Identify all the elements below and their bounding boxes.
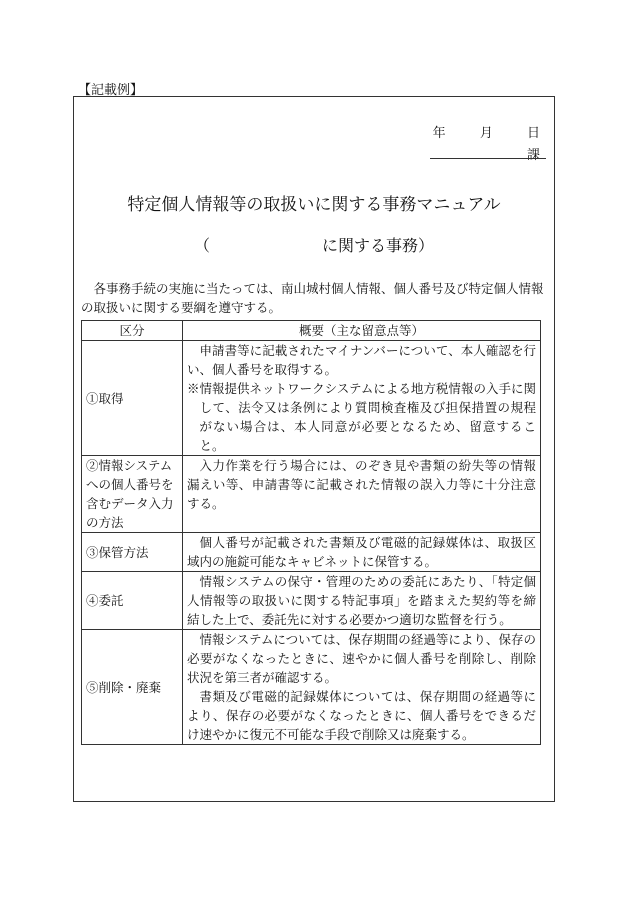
subtitle-text: に関する事務） <box>322 236 435 255</box>
table-row <box>82 341 541 456</box>
table-row <box>82 533 541 572</box>
section-underline <box>430 158 546 159</box>
procedure-table <box>81 320 541 745</box>
table-header-row <box>82 321 541 341</box>
header-summary: 概要（主な留意点等） <box>183 321 541 341</box>
summary-paragraph: 情報システムについては、保存期間の経過等により、保存の必要がなくなったときに、速やかに個人番号を削除し、削除状況を第三者が確認する。 <box>187 632 536 685</box>
summary-paragraph: 書類及び電磁的記録媒体については、保存期間の経過等により、保存の必要がなくなったときに、個人番号をできるだけ速やかに復元不可能な手段で削除又は廃棄する。 <box>187 689 536 742</box>
row-category: ④委託 <box>82 572 183 630</box>
row-summary <box>183 630 541 745</box>
example-label: 【記載例】 <box>78 83 144 98</box>
subtitle-open-paren: （ <box>194 236 211 255</box>
document-frame <box>73 96 555 802</box>
row-category: ②情報システムへの個人番号を含むデータ入力の方法 <box>82 456 183 533</box>
summary-paragraph: 入力作業を行う場合には、のぞき見や書類の紛失等の情報漏えい等、申請書等に記載された情報の誤入力等に十分注意する。 <box>187 458 536 511</box>
row-summary <box>183 533 541 572</box>
document-title: 特定個人情報等の取扱いに関する事務マニュアル <box>127 195 501 215</box>
row-category: ③保管方法 <box>82 533 183 572</box>
intro-paragraph: 各事務手続の実施に当たっては、南山城村個人情報、個人番号及び特定個人情報の取扱いに関する要綱を遵守する。 <box>81 281 544 315</box>
row-category: ①取得 <box>82 341 183 456</box>
summary-paragraph: 情報システムの保守・管理のための委託にあたり、「特定個人情報等の取扱いに関する特記事項」を踏まえた契約等を締結した上で、委託先に対する必要かつ適切な監督を行う。 <box>187 574 536 627</box>
date-row <box>433 122 540 141</box>
table-row <box>82 572 541 630</box>
summary-paragraph: 個人番号が記載された書類及び電磁的記録媒体は、取扱区域内の施錠可能なキャビネットに保管する。 <box>187 535 536 569</box>
year-label: 年 <box>432 126 446 141</box>
summary-note: ※情報提供ネットワークシステムによる地方税情報の入手に関して、法令又は条例により質問検査権及び担保措置の規程がない場合は、本人同意が必要となるため、留意すること。 <box>187 381 536 453</box>
row-summary <box>183 572 541 630</box>
table-row <box>82 456 541 533</box>
row-summary <box>183 456 541 533</box>
table-row <box>82 630 541 745</box>
section-label: 課 <box>526 148 540 163</box>
document-subtitle <box>194 233 434 256</box>
row-category: ⑤削除・廃棄 <box>82 630 183 745</box>
month-label: 月 <box>479 126 493 141</box>
row-summary <box>183 341 541 456</box>
day-label: 日 <box>526 126 540 141</box>
header-category: 区分 <box>82 321 183 341</box>
summary-paragraph: 申請書等に記載されたマイナンバーについて、本人確認を行い、個人番号を取得する。 <box>187 343 536 377</box>
